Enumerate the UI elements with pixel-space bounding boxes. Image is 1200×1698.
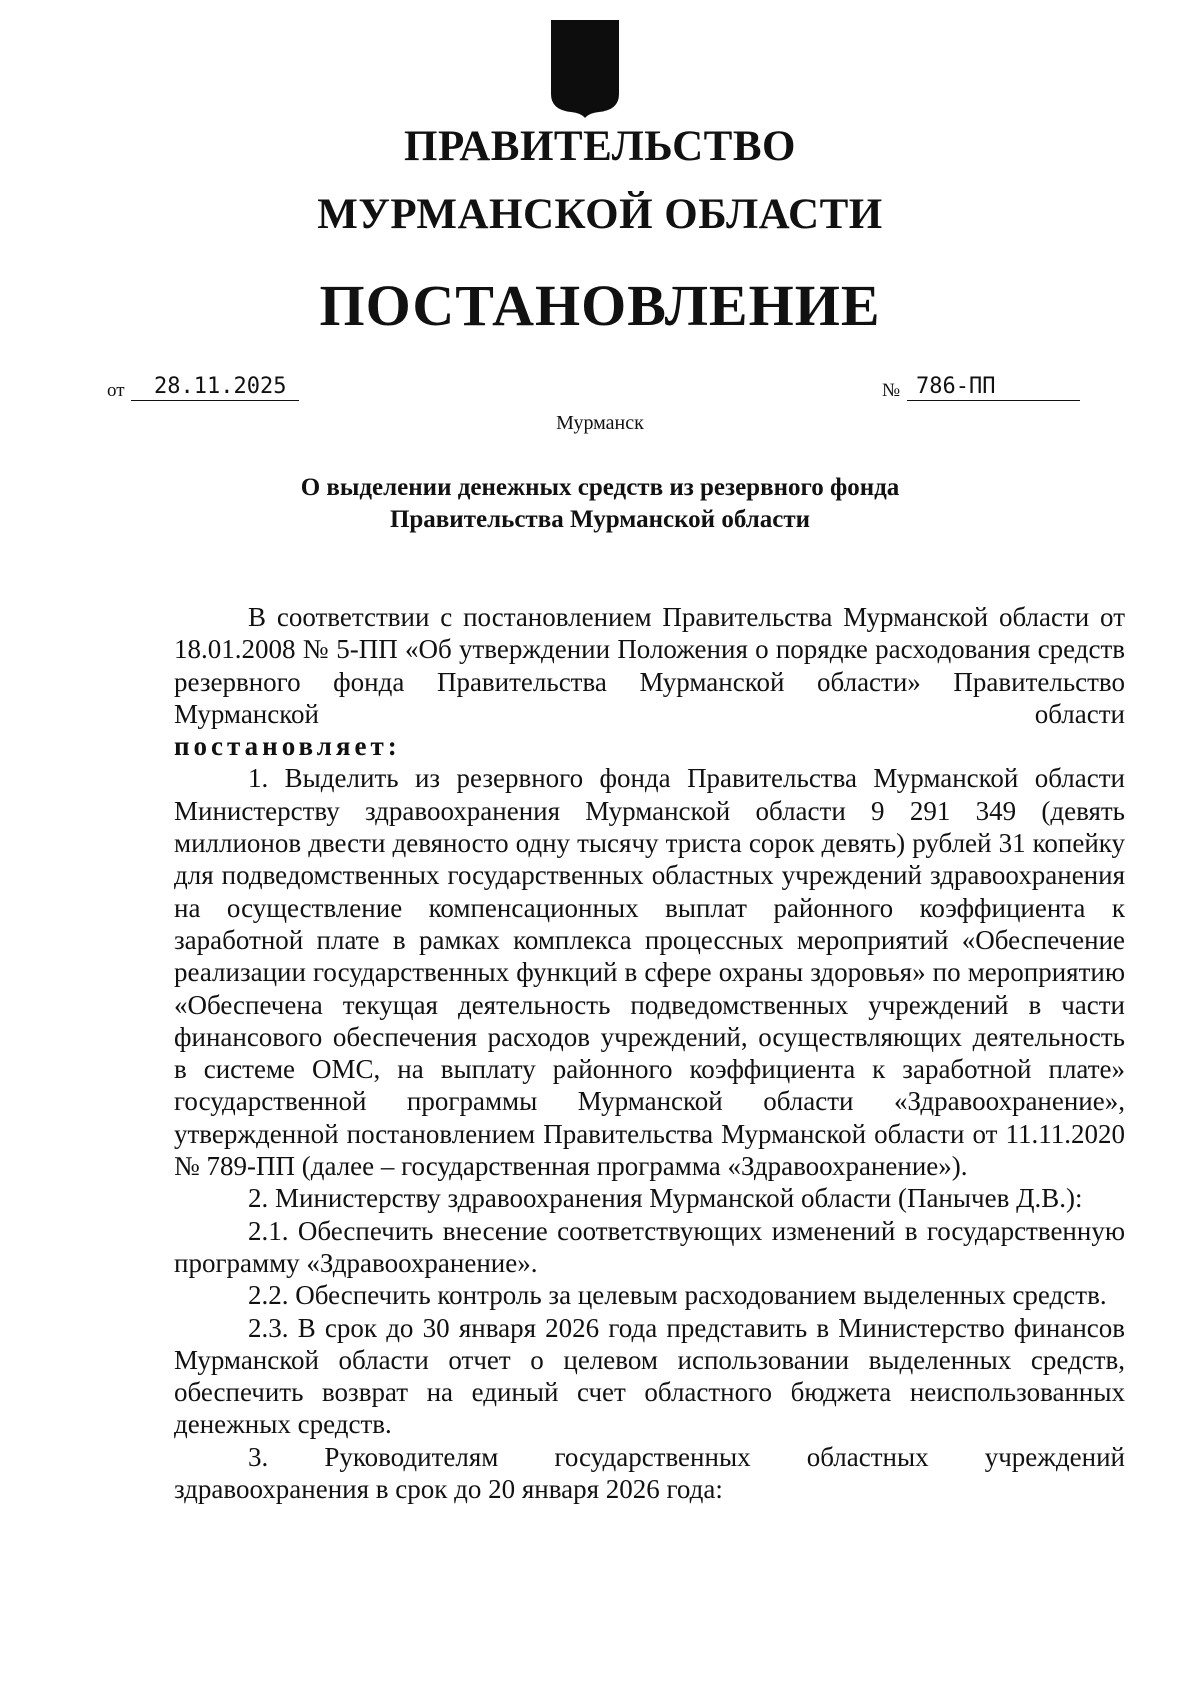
number-label: № (882, 380, 901, 401)
number-underline (907, 400, 1080, 401)
paragraph-3: 3. Руководителям государственных областных учреждений здравоохранения в срок до 20 января 2026 года: (174, 1441, 1125, 1505)
date-label: от (107, 380, 125, 401)
document-body (174, 601, 1125, 1505)
paragraph-2-3: 2.3. В срок до 30 января 2026 года представить в Министерство финансов Мурманской области отчет о целевом использовании выделенных средств, обеспечить возврат на единый счет областного бюджета неиспользованных денежных средств. (174, 1312, 1125, 1440)
preamble: В соответствии с постановлением Правительства Мурманской области от 18.01.2008 № 5-ПП «Об утверждении Положения о порядке расходования средств резервного фонда Правительства Мурманской области» Правительство Мурманской области (174, 602, 1125, 729)
document-date: 28.11.2025 (154, 374, 287, 399)
date-underline (131, 400, 299, 401)
paragraph-2-2: 2.2. Обеспечить контроль за целевым расходованием выделенных средств. (248, 1280, 1107, 1311)
document-type: ПОСТАНОВЛЕНИЕ (319, 273, 881, 338)
document-number: 786-ПП (916, 374, 996, 399)
resolves (174, 730, 1125, 762)
org-name-line1: ПРАВИТЕЛЬСТВО (404, 123, 796, 170)
coat-of-arms-icon (549, 18, 621, 120)
resolves-word: постановляет: (174, 731, 401, 762)
city: Мурманск (556, 412, 644, 434)
org-name-line2: МУРМАНСКОЙ ОБЛАСТИ (317, 191, 883, 238)
title-line1: О выделении денежных средств из резервного фонда (300, 474, 900, 501)
paragraph-2: 2. Министерству здравоохранения Мурманской области (Панычев Д.В.): (248, 1183, 1083, 1214)
title-line2: Правительства Мурманской области (389, 506, 811, 533)
document-title (0, 472, 1200, 536)
paragraph-2-1: 2.1. Обеспечить внесение соответствующих изменений в государственную программу «Здравоохранение». (174, 1215, 1125, 1278)
paragraph-1: 1. Выделить из резервного фонда Правительства Мурманской области Министерству здравоохранения Мурманской области 9 291 349 (девять миллионов двести девяносто одну тысячу триста сорок девять) рублей 31 копейку для подведомственных государственных областных учреждений здравоохранения на осуществление компенсационных выплат районного коэффициента к заработной плате в рамках комплекса процессных мероприятий «Обеспечение реализации государственных функций в сфере охраны здоровья» по мероприятию «Обеспечена текущая деятельность подведомственных учреждений в части финансового обеспечения расходов учреждений, осуществляющих деятельность в системе ОМС, на выплату районного коэффициента к заработной плате» государственной программы Мурманской области «Здравоохранение», утвержденной постановлением Правительства Мурманской области от 11.11.2020 № 789-ПП (далее – государственная программа «Здравоохранение»). (174, 763, 1125, 1182)
